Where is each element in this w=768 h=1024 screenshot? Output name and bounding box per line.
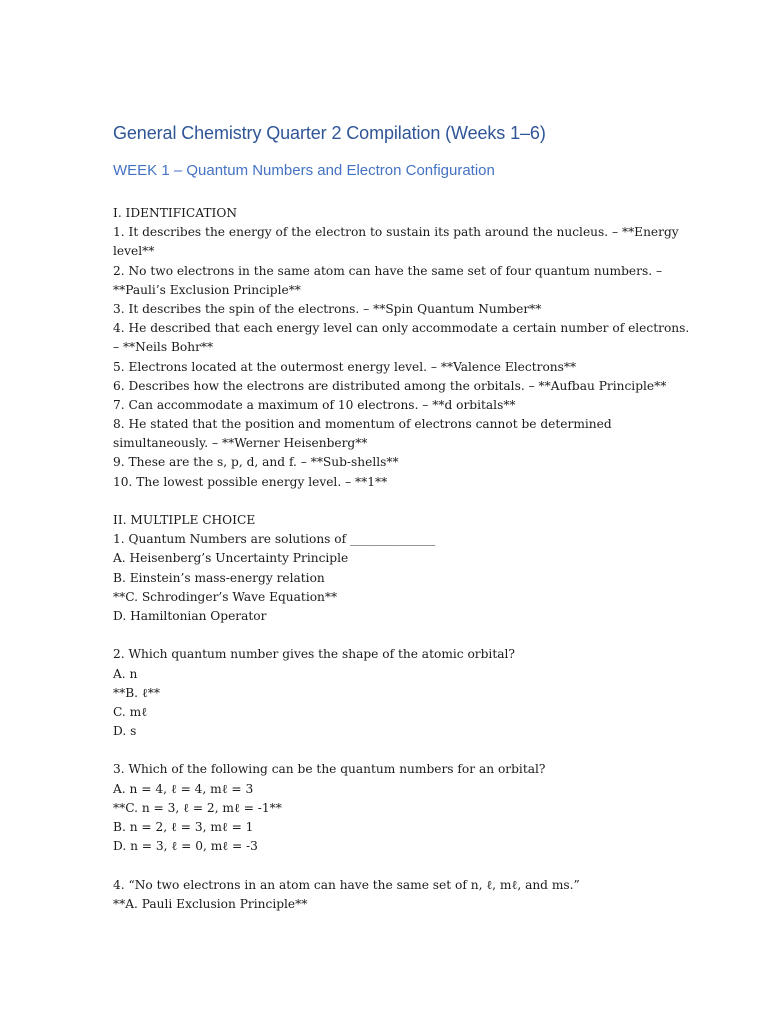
text-line: – **Neils Bohr** bbox=[113, 340, 214, 355]
text-line: 3. It describes the spin of the electrons. – **Spin Quantum Number** bbox=[113, 301, 542, 316]
text-line: 2. No two electrons in the same atom can have the same set of four quantum numbers. – bbox=[113, 263, 663, 278]
text-line: 6. Describes how the electrons are distributed among the orbitals. – **Aufbau Principle** bbox=[113, 378, 667, 393]
blank-line bbox=[113, 492, 653, 511]
text-line: II. MULTIPLE CHOICE bbox=[113, 513, 256, 527]
text-line: level** bbox=[113, 244, 155, 259]
text-line: **C. Schrodinger’s Wave Equation** bbox=[113, 589, 338, 604]
text-line: I. IDENTIFICATION bbox=[113, 206, 237, 220]
text-line: **Pauli’s Exclusion Principle** bbox=[113, 282, 301, 297]
text-line: 2. Which quantum number gives the shape of the atomic orbital? bbox=[113, 647, 515, 662]
text-line: D. n = 3, ℓ = 0, mℓ = -3 bbox=[113, 839, 258, 854]
week-heading: WEEK 1 – Quantum Numbers and Electron Configuration bbox=[113, 162, 495, 179]
text-line: **A. Pauli Exclusion Principle** bbox=[113, 896, 308, 911]
text-line: 4. He described that each energy level can only accommodate a certain number of electrons. bbox=[113, 321, 690, 336]
text-line: 3. Which of the following can be the quantum numbers for an orbital? bbox=[113, 762, 546, 777]
text-line: 9. These are the s, p, d, and f. – **Sub-shells** bbox=[113, 455, 399, 470]
text-line: A. Heisenberg’s Uncertainty Principle bbox=[113, 551, 349, 566]
text-line: B. n = 2, ℓ = 3, mℓ = 1 bbox=[113, 820, 254, 834]
blank-line bbox=[113, 626, 653, 645]
text-line: A. n = 4, ℓ = 4, mℓ = 3 bbox=[113, 781, 254, 796]
text-line: B. Einstein’s mass-energy relation bbox=[113, 570, 325, 585]
text-line: D. s bbox=[113, 724, 137, 739]
text-line: **C. n = 3, ℓ = 2, mℓ = -1** bbox=[113, 800, 282, 815]
text-line: 1. Quantum Numbers are solutions of ______________ bbox=[113, 532, 436, 547]
text-line: C. mℓ bbox=[113, 704, 148, 719]
document-title: General Chemistry Quarter 2 Compilation (Weeks 1–6) bbox=[113, 123, 546, 143]
text-line: 8. He stated that the position and momentum of electrons cannot be determined bbox=[113, 417, 612, 432]
text-line: 4. “No two electrons in an atom can have the same set of n, ℓ, mℓ, and ms.” bbox=[113, 877, 580, 892]
text-line: simultaneously. – **Werner Heisenberg** bbox=[113, 436, 368, 451]
document-body bbox=[113, 204, 690, 914]
text-line: A. n bbox=[113, 666, 138, 681]
blank-line bbox=[113, 741, 653, 760]
text-line: 10. The lowest possible energy level. – **1** bbox=[113, 474, 388, 489]
text-line: 1. It describes the energy of the electron to sustain its path around the nucleus. – **Energy bbox=[113, 225, 679, 240]
text-line: D. Hamiltonian Operator bbox=[113, 608, 267, 623]
text-line: 7. Can accommodate a maximum of 10 electrons. – **d orbitals** bbox=[113, 397, 516, 412]
text-line: **B. ℓ** bbox=[113, 685, 160, 700]
blank-line bbox=[113, 856, 653, 875]
text-line: 5. Electrons located at the outermost energy level. – **Valence Electrons** bbox=[113, 359, 577, 374]
